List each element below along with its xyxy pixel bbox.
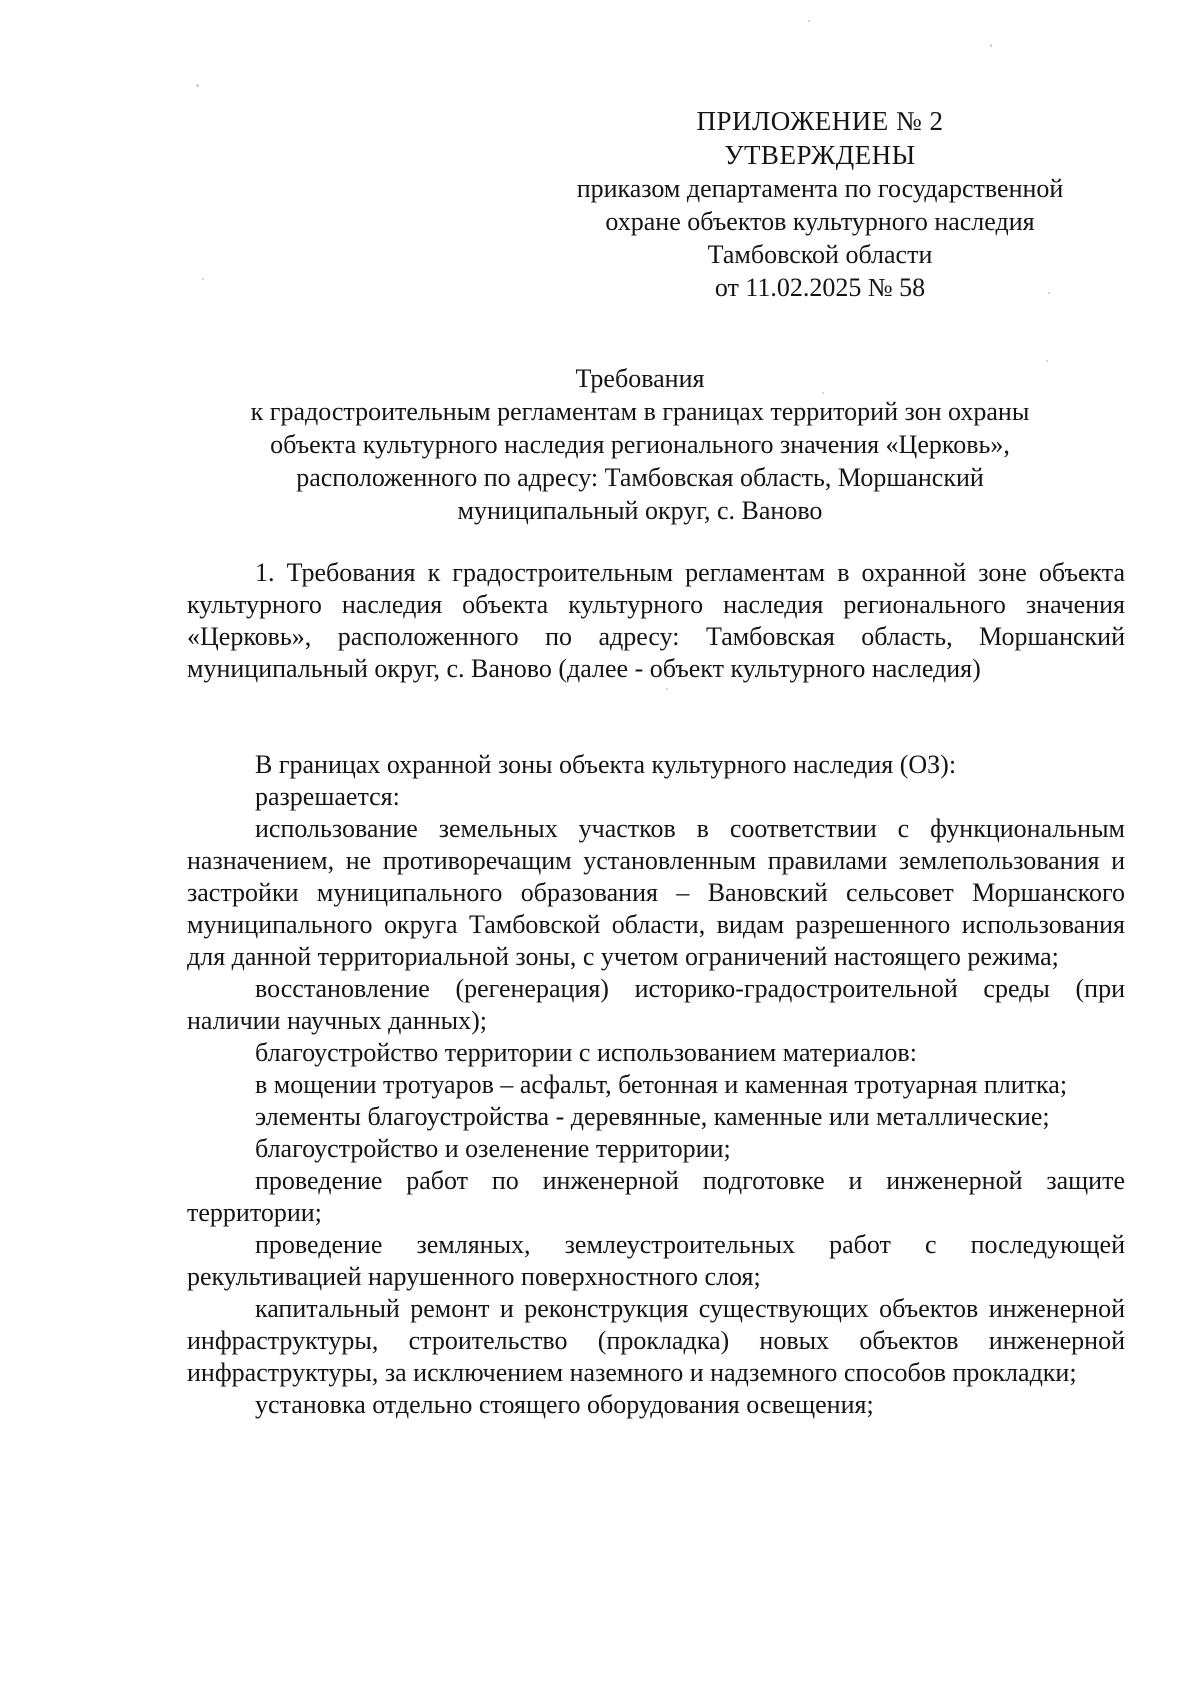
list-item: в мощении тротуаров – асфальт, бетонная и каменная тротуарная плитка;: [255, 1070, 1068, 1099]
approved-label: УТВЕРЖДЕНЫ: [724, 140, 916, 170]
protection-zone-section: [187, 749, 1125, 1421]
list-item: капитальный ремонт и реконструкция существующих объектов инженерной инфраструктуры, строительство (прокладка) новых объектов инженерной инфраструктуры, за исключением наземного и надземного способов прокладки;: [187, 1294, 1125, 1387]
scan-speck: [1046, 360, 1048, 362]
title-line: муниципальный округ, с. Ваново: [457, 496, 823, 525]
order-line: охране объектов культурного наследия: [605, 207, 1035, 236]
list-item: элементы благоустройства - деревянные, каменные или металлические;: [255, 1102, 1050, 1131]
title-line: расположенного по адресу: Тамбовская область, Моршанский: [296, 463, 984, 492]
scan-speck: [666, 688, 668, 690]
order-line: приказом департамента по государственной: [576, 174, 1064, 203]
order-line: Тамбовской области: [707, 240, 933, 269]
list-item: проведение работ по инженерной подготовке и инженерной защите территории;: [187, 1166, 1125, 1227]
document-title: [160, 362, 1120, 527]
list-item: благоустройство территории с использованием материалов:: [255, 1038, 917, 1067]
section-1-paragraph: 1. Требования к градостроительным регламентам в охранной зоне объекта культурного наследия объекта культурного наследия регионального значения «Церковь», расположенного по адресу: Тамбовская область, Моршанский муниципальный округ, с. Ваново (далее - объект культурного наследия): [187, 558, 1125, 683]
title-heading: Требования: [575, 364, 705, 393]
allowed-label: разрешается:: [255, 782, 400, 811]
section-1: [187, 557, 1125, 685]
list-item: установка отдельно стоящего оборудования освещения;: [255, 1390, 874, 1419]
scan-speck: [990, 44, 992, 47]
title-line: к градостроительным регламентам в границах территорий зон охраны: [250, 397, 1030, 426]
approval-block: [540, 104, 1100, 304]
list-item: благоустройство и озеленение территории;: [255, 1134, 731, 1163]
order-date-number: от 11.02.2025 № 58: [714, 273, 926, 302]
scan-speck: [202, 278, 204, 280]
list-item: восстановление (регенерация) историко-градостроительной среды (при наличии научных данных);: [187, 974, 1125, 1035]
scan-speck: [808, 20, 810, 22]
zone-heading: В границах охранной зоны объекта культурного наследия (ОЗ):: [255, 750, 957, 779]
scan-speck: [196, 84, 199, 87]
appendix-number: ПРИЛОЖЕНИЕ № 2: [696, 106, 944, 136]
list-item: проведение земляных, землеустроительных работ с последующей рекультивацией нарушенного поверхностного слоя;: [187, 1230, 1125, 1291]
list-item: использование земельных участков в соответствии с функциональным назначением, не противоречащим установленным правилами землепользования и застройки муниципального образования – Вановский сельсовет Моршанского муниципального округа Тамбовской области, видам разрешенного использования для данной территориальной зоны, с учетом ограничений настоящего режима;: [187, 814, 1125, 971]
scan-speck: [822, 392, 824, 394]
title-line: объекта культурного наследия регионального значения «Церковь»,: [270, 430, 1010, 459]
scan-speck: [1048, 292, 1050, 294]
